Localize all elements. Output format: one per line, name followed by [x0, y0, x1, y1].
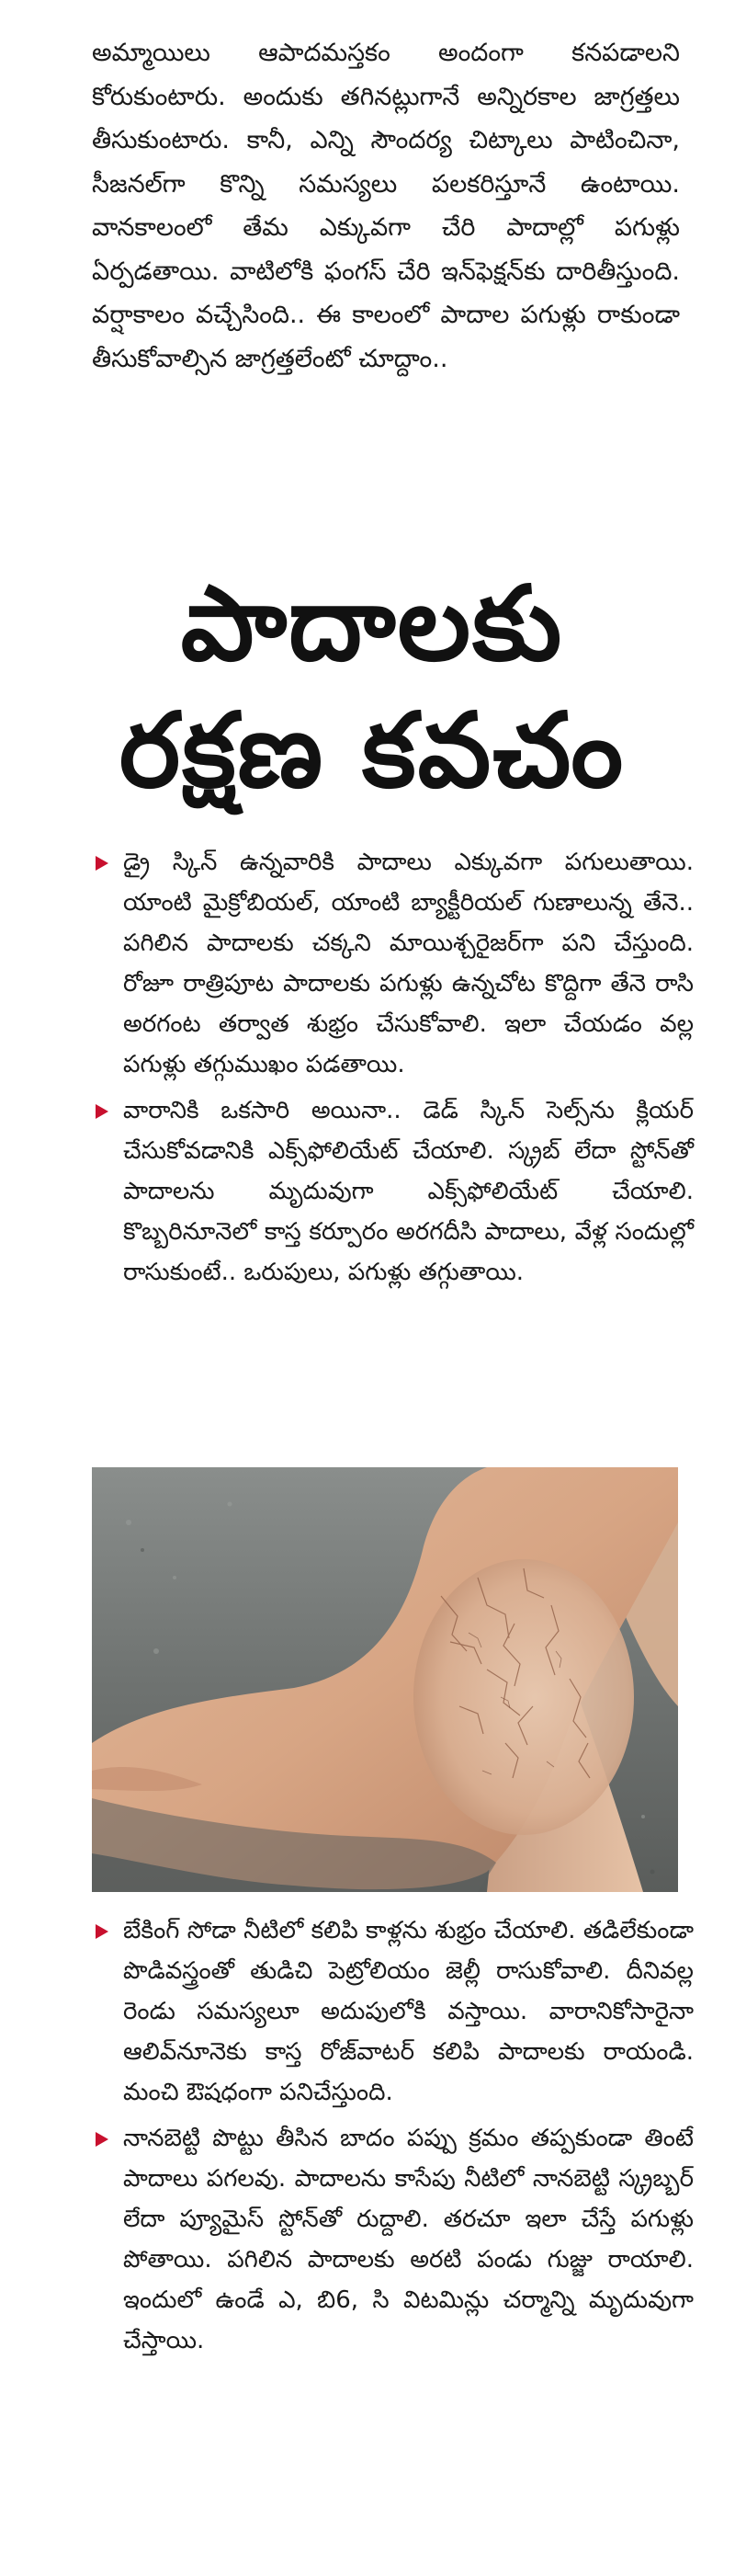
cracked-heels-photo [92, 1467, 678, 1892]
tip-item [92, 842, 694, 1085]
headline-line-1: పాదాలకు [180, 564, 564, 684]
tip-item [92, 1090, 694, 1293]
bullet-triangle-icon [96, 1924, 108, 1939]
headline [55, 561, 689, 815]
bullet-triangle-icon [96, 1104, 108, 1119]
bullet-triangle-icon [96, 856, 108, 871]
tip-text: బేకింగ్ సోడా నీటిలో కలిపి కాళ్లను శుభ్రం చేయాలి. తడిలేకుండా పొడివస్త్రంతో తుడిచి పెట్రోలియం జెల్లీ రాసుకోవాలి. దీనివల్ల రెండు సమస్యలూ అదుపులోకి వస్తాయి. వారానికోసారైనా ఆలివ్‌నూనెకు కాస్త రోజ్‌వాటర్ కలిపి పాదాలకు రాయండి. మంచి ఔషధంగా పనిచేస్తుంది. [123, 1917, 694, 2106]
intro-paragraph: అమ్మాయిలు ఆపాదమస్తకం అందంగా కనపడాలని కోరుకుంటారు. అందుకు తగినట్లుగానే అన్నిరకాల జాగ్రత్తలు తీసుకుంటారు. కానీ, ఎన్ని సౌందర్య చిట్కాలు పాటించినా, సీజనల్‌గా కొన్ని సమస్యలు పలకరిస్తూనే ఉంటాయి. వానకాలంలో తేమ ఎక్కువగా చేరి పాదాల్లో పగుళ్లు ఏర్పడతాయి. వాటిలోకి ఫంగస్ చేరి ఇన్‌ఫెక్షన్‌కు దారితీస్తుంది. వర్షాకాలం వచ్చేసింది.. ఈ కాలంలో పాదాల పగుళ్లు రాకుండా తీసుకోవాల్సిన జాగ్రత్తలేంటో చూద్దాం.. [92, 39, 680, 373]
tip-text: డ్రై స్కిన్ ఉన్నవారికి పాదాలు ఎక్కువగా పగులుతాయి. యాంటి మైక్రోబియల్, యాంటి బ్యాక్టీరియల్ గుణాలున్న తేనె.. పగిలిన పాదాలకు చక్కని మాయిశ్చరైజర్‌గా పని చేస్తుంది. రోజూ రాత్రిపూట పాదాలకు పగుళ్లు ఉన్నచోట కొద్దిగా తేనె రాసి అరగంట తర్వాత శుభ్రం చేసుకోవాలి. ఇలా చేయడం వల్ల పగుళ్లు తగ్గుముఖం పడతాయి. [123, 849, 694, 1078]
bullet-triangle-icon [96, 2132, 108, 2147]
tip-text: నానబెట్టి పొట్టు తీసిన బాదం పప్పు క్రమం తప్పకుండా తింటే పాదాలు పగలవు. పాదాలను కాసేపు నీటిలో నానబెట్టి స్క్రబ్బర్ లేదా ప్యూమైస్ స్టోన్‌తో రుద్దాలి. తరచూ ఇలా చేస్తే పగుళ్లు పోతాయి. పగిలిన పాదాలకు అరటి పండు గుజ్జు రాయాలి. ఇందులో ఉండే ఎ, బి6, సి విటమిన్లు చర్మాన్ని మృదువుగా చేస్తాయి. [123, 2125, 694, 2354]
tip-text: వారానికి ఒకసారి అయినా.. డెడ్ స్కిన్ సెల్స్‌ను క్లియర్ చేసుకోవడానికి ఎక్స్‌ఫోలియేట్ చేయాలి. స్క్రబ్ లేదా స్టోన్‌తో పాదాలను మృదువుగా ఎక్స్‌ఫోలియేట్ చేయాలి. కొబ్బరినూనెలో కాస్త కర్పూరం అరగదీసి పాదాలు, వేళ్ల సందుల్లో రాసుకుంటే.. ఒరుపులు, పగుళ్లు తగ్గుతాయి. [123, 1097, 694, 1286]
tips-list-bottom [92, 1910, 694, 2366]
tip-item [92, 2118, 694, 2361]
tips-list-top [92, 842, 694, 1298]
tip-item [92, 1910, 694, 2113]
headline-line-2: రక్షణ కవచం [119, 691, 626, 811]
